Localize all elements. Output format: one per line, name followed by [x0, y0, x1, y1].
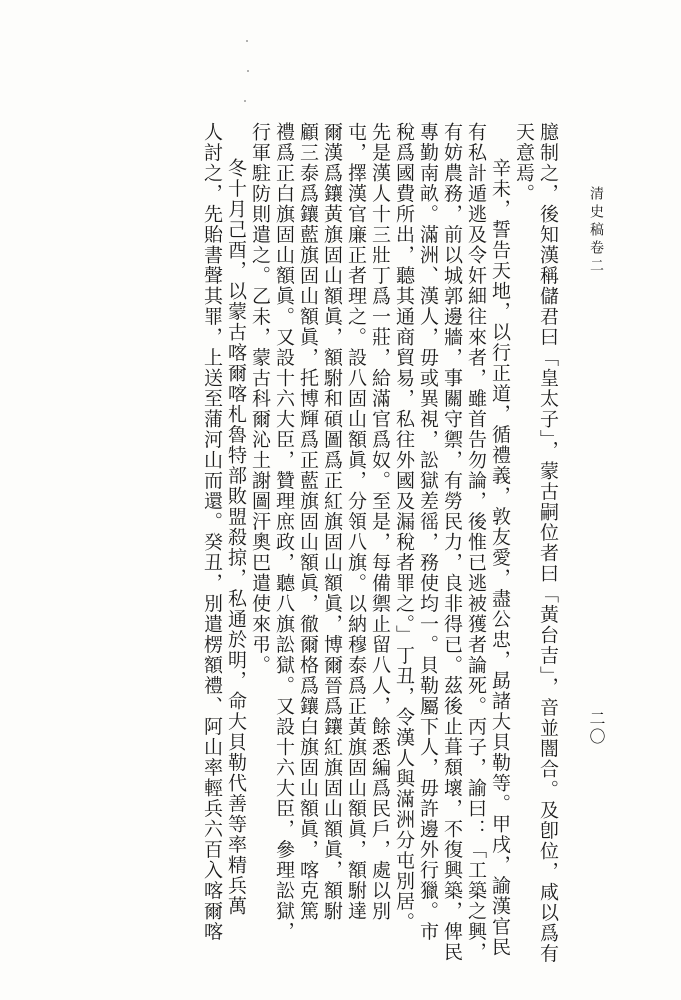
text-column: 顧三泰爲鑲藍旗固山額眞，托博輝爲正藍旗固山額眞，徹爾格爲鑲白旗固山額眞，喀克篤: [297, 122, 319, 922]
text-column: 臆制之，後知漢稱儲君曰「皇太子」，蒙古嗣位者曰「黃台吉」，音並闇合。及卽位，咸以爲有: [537, 122, 559, 964]
text-column: 爾漢爲鑲黃旗固山額眞，額駙和碩圖爲正紅旗固山額眞，博爾晉爲鑲紅旗固山額眞，額駙: [321, 122, 343, 922]
paper-speck: [247, 70, 249, 72]
text-column: 有私計遁逃及令奸細往來者，雖首告勿論，後惟已逃被獲者論死。丙子，諭曰：「工築之興，: [465, 122, 487, 963]
text-column: 禮爲正白旗固山額眞。又設十六大臣，贊理庶政，聽八旗訟獄。又設十六大臣，參理訟獄，: [273, 122, 295, 942]
text-column: 天意焉。: [513, 122, 535, 204]
text-column: 行軍駐防則遣之。乙未，蒙古科爾沁土謝圖汗奧巴遣使來弔。: [249, 122, 271, 676]
paper-speck: [246, 40, 248, 42]
text-column: 有妨農務，前以城郭邊牆，事關守禦，有勞民力，良非得已。茲後止葺頹壞，不復興築，俾民: [441, 122, 463, 963]
paper-speck: [244, 100, 246, 102]
running-title: 清史稿卷二: [588, 186, 604, 276]
text-column: 專勤南畝。滿洲、漢人，毋或異視，訟獄差徭，務使均一。貝勒屬下人，毋許邊外行獵。市: [417, 122, 439, 942]
text-column: 稅爲國費所出，聽其通商貿易，私往外國及漏稅者罪之。」丁丑，令漢人與滿洲分屯別居。: [393, 122, 415, 933]
text-column: 人討之，先貽書聲其罪，上送至蒲河山而還。癸丑，別遣楞額禮、阿山率輕兵六百入喀爾喀: [201, 122, 223, 942]
text-column: 冬十月己酉，以蒙古喀爾喀札魯特部敗盟殺掠，私通於明，命大貝勒代善等率精兵萬: [225, 158, 247, 917]
text-column: 辛未，誓告天地，以行正道，循禮義，敦友愛，盡公忠，勗諸大貝勒等。甲戌，諭漢官民: [489, 158, 511, 958]
page-number: 二〇: [587, 710, 606, 746]
text-column: 屯，擇漢官廉正者理之。設八固山額眞，分領八旗。以納穆泰爲正黃旗固山額眞，額駙達: [345, 122, 367, 922]
text-column: 先是漢人十三壯丁爲一莊，給滿官爲奴。至是，每備禦止留八人，餘悉編爲民戶，處以別: [369, 122, 391, 922]
